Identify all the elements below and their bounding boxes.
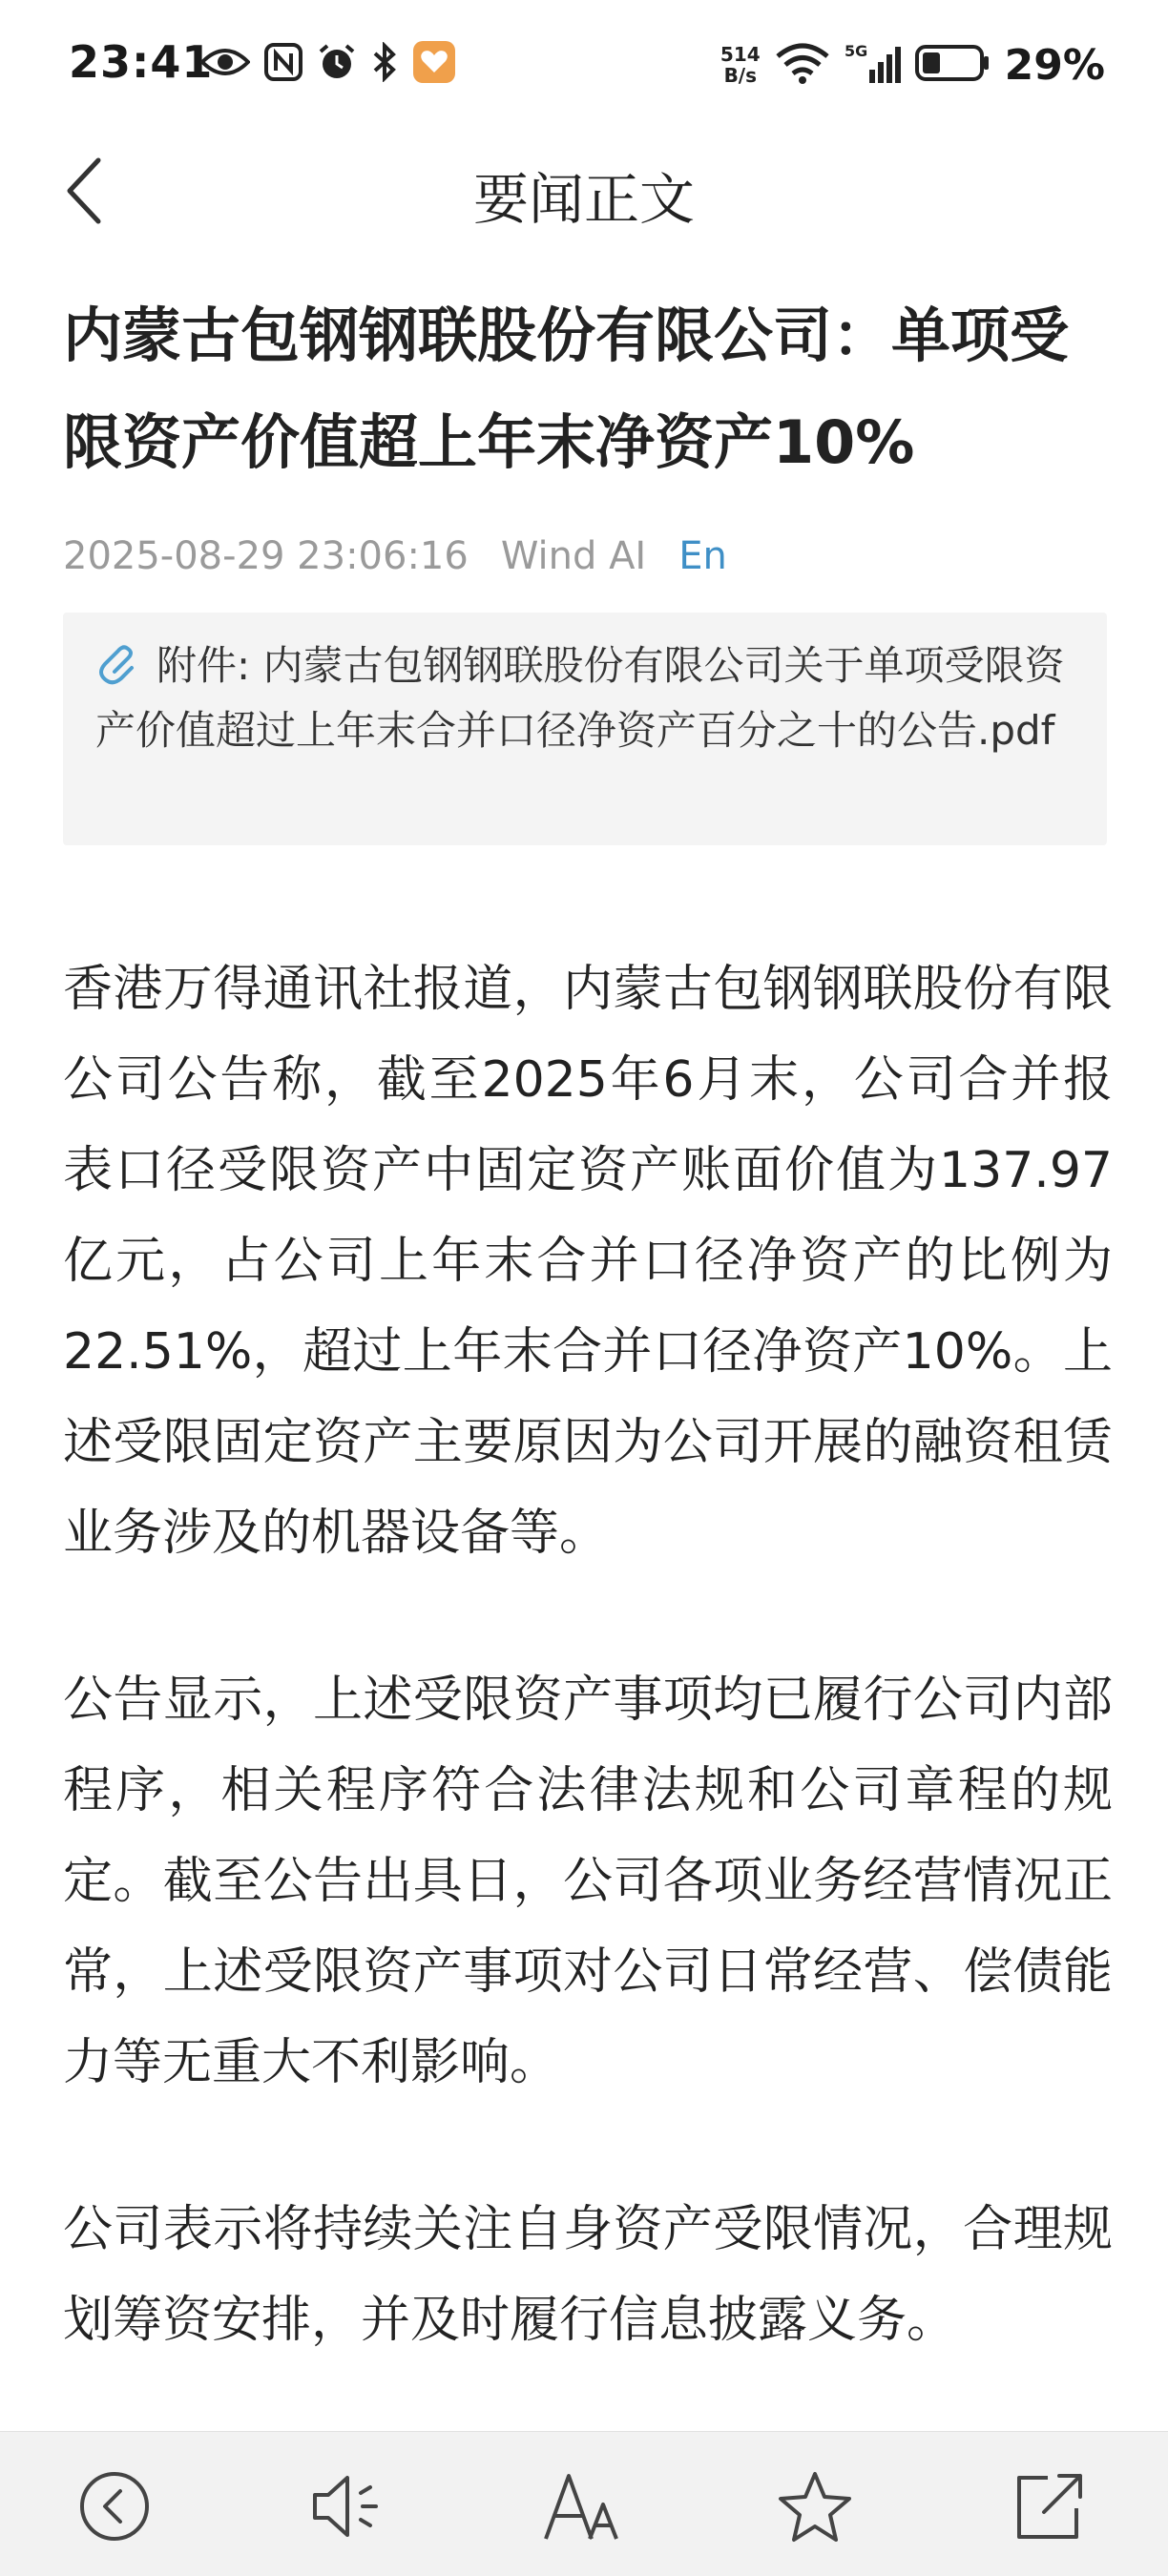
nav-bar xyxy=(0,134,1168,248)
star-icon xyxy=(775,2468,855,2545)
article-meta xyxy=(63,534,727,578)
article-paragraph: 公司表示将持续关注自身资产受限情况，合理规划筹资安排，并及时履行信息披露义务。 xyxy=(63,2201,1113,2349)
bluetooth-icon xyxy=(370,42,399,86)
font-size-icon xyxy=(542,2468,622,2545)
attachment-text-wrap xyxy=(95,634,1074,763)
speaker-icon xyxy=(307,2468,387,2545)
share-icon xyxy=(1010,2468,1090,2545)
article-datetime: 2025-08-29 23:06:16 xyxy=(63,534,469,578)
back-circle-icon xyxy=(76,2468,153,2545)
article-paragraph: 公告显示，上述受限资产事项均已履行公司内部程序，相关程序符合法律法规和公司章程的规定。截至公告出具日，公司各项业务经营情况正常，上述受限资产事项对公司日常经营、偿债能力等无重大不利影响。 xyxy=(63,1672,1113,2091)
article-headline: 内蒙古包钢钢联股份有限公司：单项受限资产价值超上年末净资产10% xyxy=(63,301,1070,477)
status-icons-right xyxy=(720,38,1105,92)
favorite-button[interactable] xyxy=(769,2461,861,2552)
font-size-button[interactable] xyxy=(536,2461,628,2552)
paperclip-icon xyxy=(95,643,143,689)
article-body xyxy=(63,945,1113,2576)
article-paragraph: 香港万得通讯社报道，内蒙古包钢钢联股份有限公司公告称，截至2025年6月末，公司合并报表口径受限资产中固定资产账面价值为137.97亿元，占公司上年末合并口径净资产的比例为22.51%，超过上年末合并口径净资产10%。上述受限固定资产主要原因为公司开展的融资租赁业务涉及的机器设备等。 xyxy=(63,961,1113,1562)
nfc-icon xyxy=(263,42,303,86)
network-speed xyxy=(720,44,761,86)
status-icons-left xyxy=(200,40,456,88)
status-bar xyxy=(0,0,1168,134)
read-aloud-button[interactable] xyxy=(302,2461,393,2552)
article-source: Wind AI xyxy=(500,534,647,578)
bottom-toolbar xyxy=(0,2431,1168,2576)
wifi-icon xyxy=(774,41,831,89)
back-circle-button[interactable] xyxy=(69,2461,160,2552)
alarm-icon xyxy=(317,42,357,86)
network-speed-unit: B/s xyxy=(723,64,758,87)
status-time: 23:41 xyxy=(69,36,214,88)
battery-icon xyxy=(915,43,991,87)
share-button[interactable] xyxy=(1004,2461,1095,2552)
attachment-link[interactable] xyxy=(63,613,1107,845)
battery-percentage: 29% xyxy=(1004,40,1105,90)
svg-text:5G: 5G xyxy=(844,42,867,60)
network-speed-value: 514 xyxy=(720,43,761,66)
attachment-filename: 附件: 内蒙古包钢钢联股份有限公司关于单项受限资产价值超过上年末合并口径净资产百分之十的公告.pdf xyxy=(95,642,1065,754)
signal-5g-icon xyxy=(845,41,902,89)
eye-icon xyxy=(200,45,250,83)
language-toggle-en[interactable]: En xyxy=(678,534,727,578)
heart-app-icon xyxy=(412,40,456,88)
page-title: 要闻正文 xyxy=(472,167,695,232)
